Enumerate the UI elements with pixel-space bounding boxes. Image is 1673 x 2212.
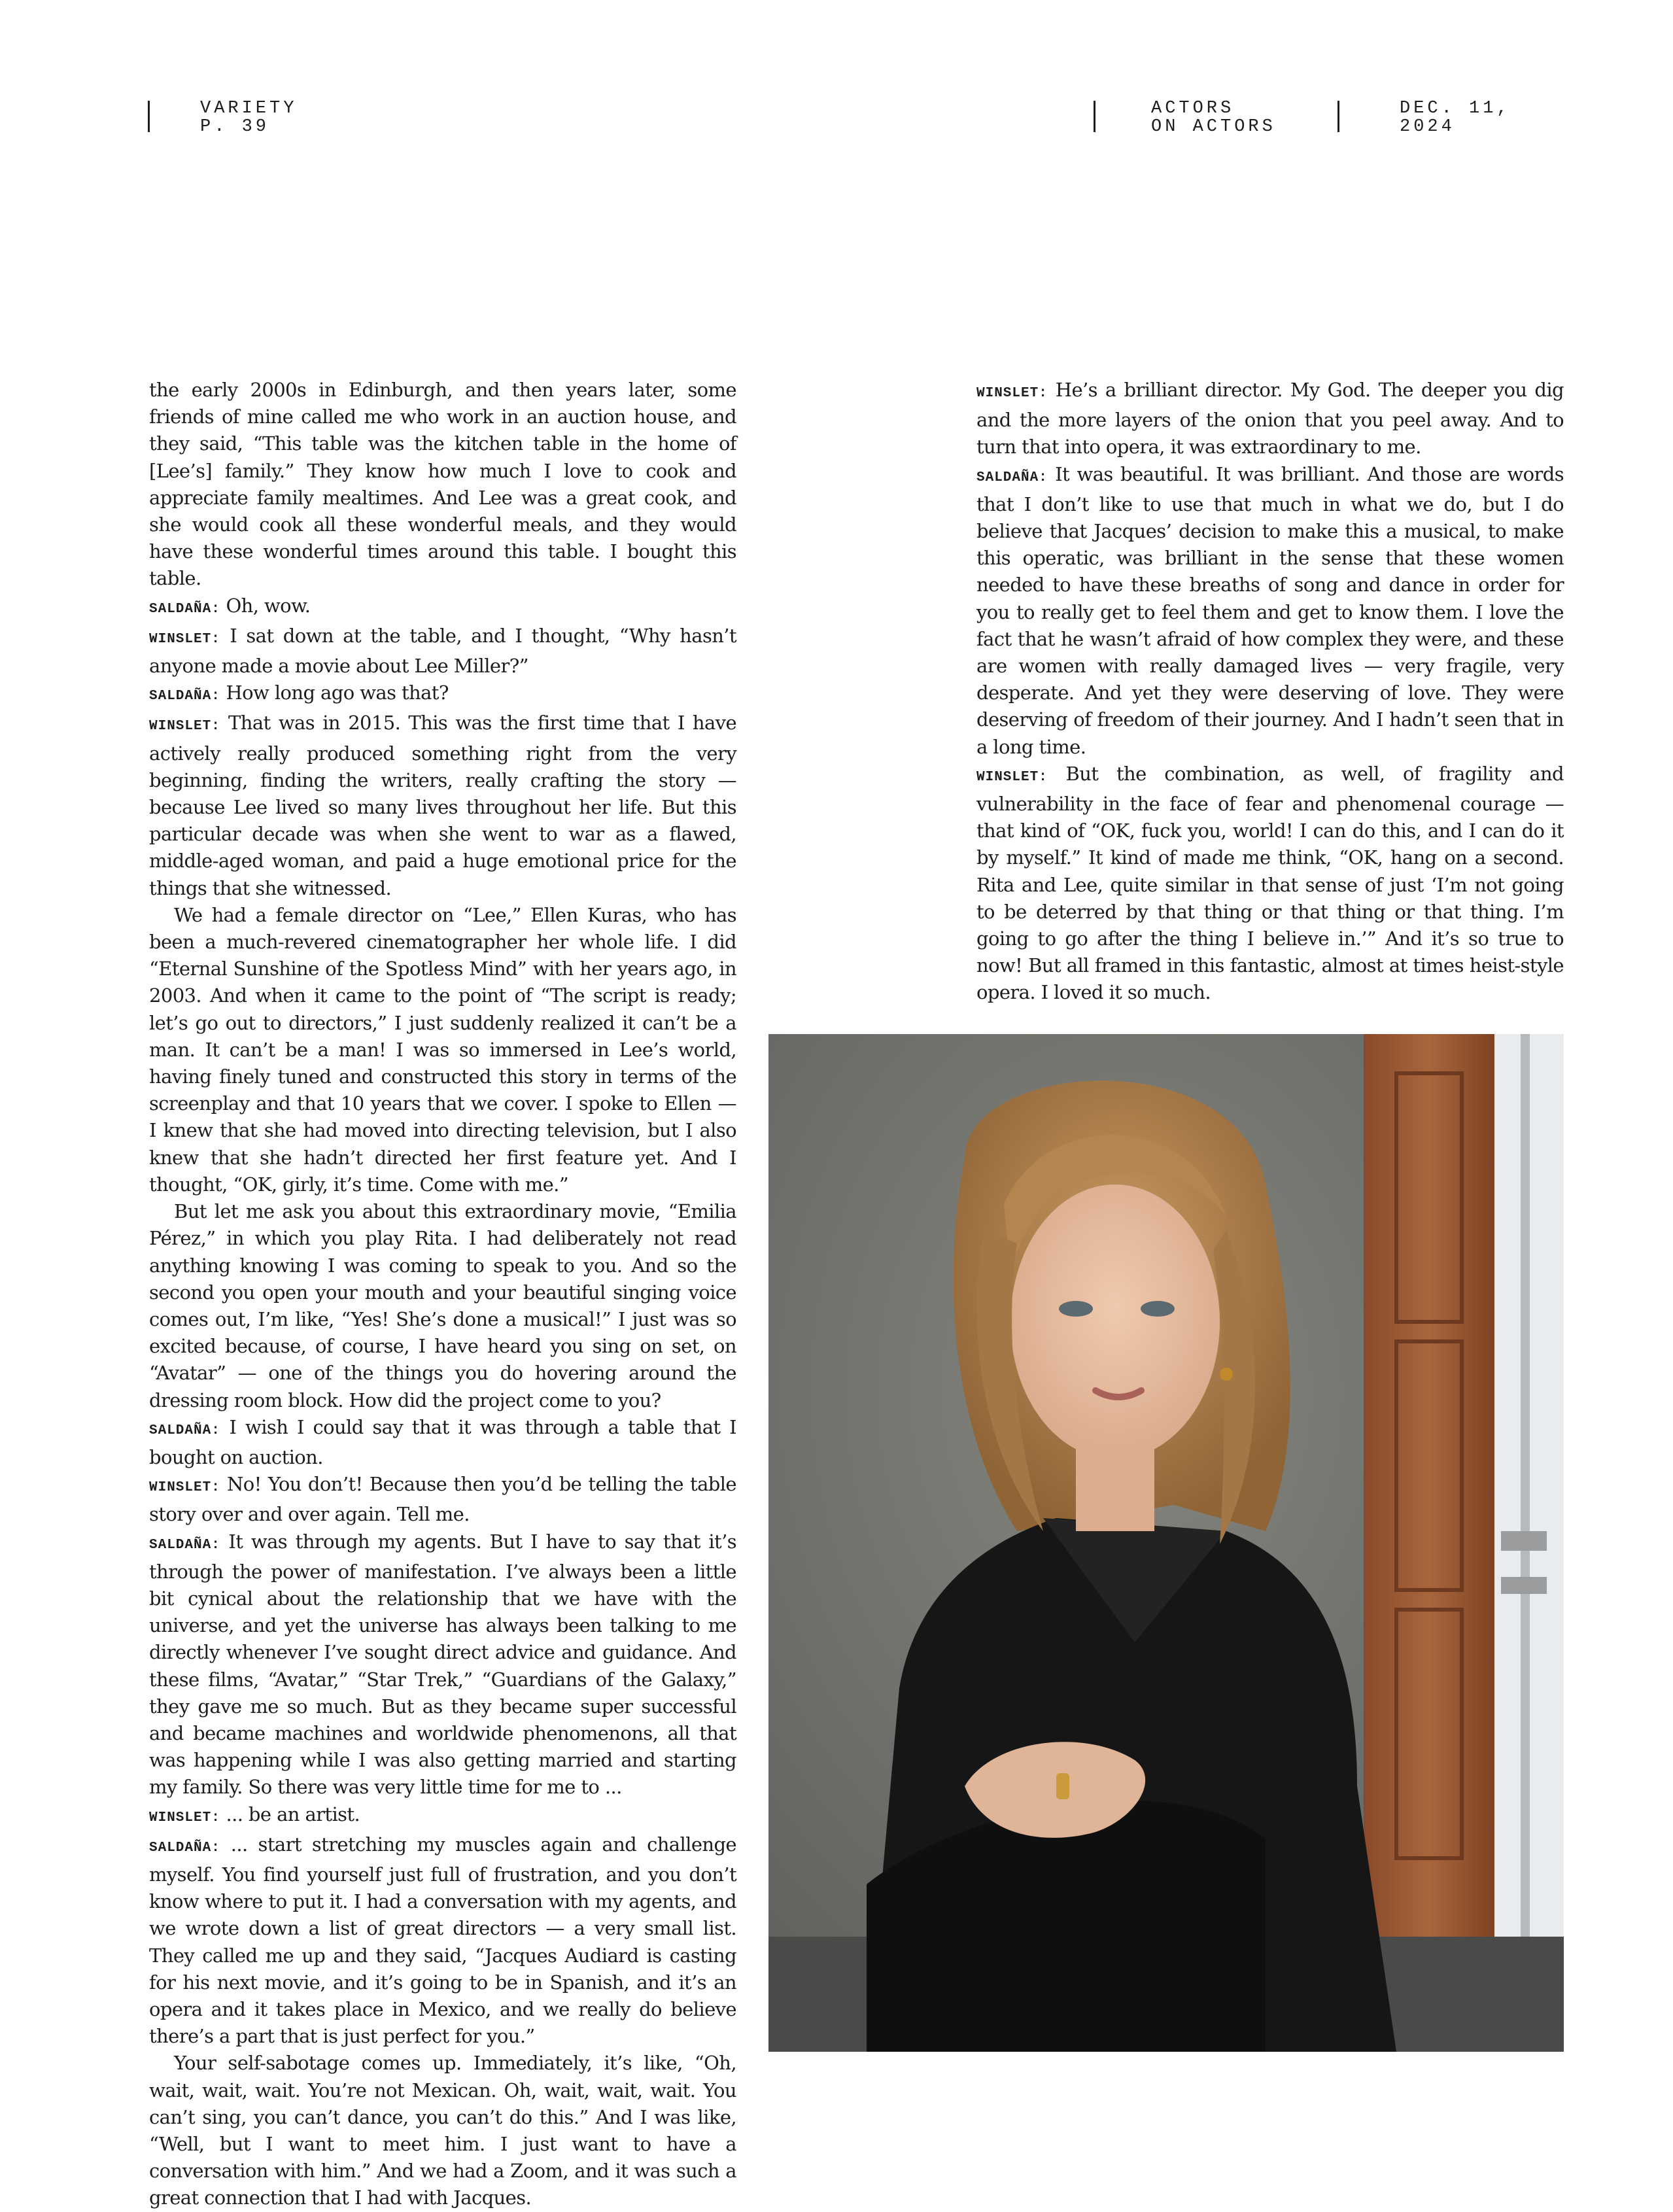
- paragraph-text: I sat down at the table, and I thought, “Why hasn’t anyone made a movie about Lee Miller?”: [149, 624, 736, 678]
- article-paragraph: [149, 377, 736, 593]
- paragraph-text: We had a female director on “Lee,” Ellen Kuras, who has been a much-revered cinematographer her whole life. I did “Eternal Sunshine of the Spotless Mind” with her years ago, in 2003. And when it came to the point of “The script is ready; let’s go out to directors,” I just suddenly realized it can’t be a man. It can’t be a man! I was so immersed in Lee’s world, having finely tuned and constructed this story in terms of the screenplay and that 10 years that we cover. I spoke to Ellen — I knew that she had moved into directing television, but I also knew that she hadn’t directed her first feature yet. And I thought, “OK, girly, it’s time. Come with me.”: [149, 903, 736, 1196]
- article-paragraph: [149, 902, 736, 1198]
- speaker-label: SALDAÑA:: [149, 1537, 220, 1553]
- article-paragraph: [976, 377, 1564, 461]
- speaker-label: WINSLET:: [976, 386, 1048, 401]
- article-paragraph: [149, 1471, 736, 1528]
- date-line-2: 2024: [1400, 117, 1455, 137]
- paragraph-text: ... start stretching my muscles again and challenge myself. You find yourself just full of frustration, and you don’t know where to put it. I had a conversation with my agents, and we wrote down a list of great directors — a very small list. They called me up and they said, “Jacques Audiard is casting for his next movie, and it’s going to be in Spanish, and it’s an opera and it takes place in Mexico, and we really do believe there’s a part that is just perfect for you.”: [149, 1833, 736, 2048]
- header-rule-left: [148, 101, 150, 132]
- speaker-label: SALDAÑA:: [149, 1840, 220, 1856]
- header-rule-date: [1337, 101, 1339, 132]
- portrait-photo: [768, 1034, 1564, 2052]
- paragraph-text: I wish I could say that it was through a table that I bought on auction.: [149, 1415, 736, 1468]
- paragraph-text: No! You don’t! Because then you’d be telling the table story over and over again. Tell me.: [149, 1473, 736, 1526]
- paragraph-text: It was beautiful. It was brilliant. And those are words that I don’t like to use that much in what we do, but I do believe that Jacques’ decision to make this a musical, to make this operatic, was brilliant in the sense that these women needed to have these breaths of song and dance in order for you to really get to feel them and get to know them. I love the fact that he wasn’t afraid of how complex they were, and these are women with really damaged lives — very fragile, very desperate. And yet they were deserving of love. They were deserving of freedom of their journey. And I hadn’t seen that in a long time.: [976, 462, 1564, 758]
- article-paragraph: [149, 710, 736, 901]
- speaker-label: WINSLET:: [149, 631, 220, 647]
- header-rule-section: [1094, 101, 1095, 132]
- section-title: [1151, 99, 1276, 136]
- speaker-label: SALDAÑA:: [149, 1423, 220, 1438]
- article-paragraph: [149, 2050, 736, 2211]
- section-line-2: ON ACTORS: [1151, 117, 1276, 137]
- issue-date: [1400, 99, 1511, 136]
- face: [1010, 1184, 1220, 1459]
- article-paragraph: [149, 1198, 736, 1414]
- article-paragraph: [149, 1529, 736, 1801]
- paragraph-text: It was through my agents. But I have to say that it’s through the power of manifestation. I’ve always been a little bit cynical about the relationship that we have with the universe, and yet the universe has always been talking to me directly whenever I’ve sought direct advice and guidance. And these films, “Avatar,” “Star Trek,” “Guardians of the Galaxy,” they gave me so much. But as they became super successful and became machines and worldwide phenomenons, all that was happening while I was also getting married and starting my family. So there was very little time for me to ...: [149, 1530, 736, 1799]
- speaker-label: WINSLET:: [149, 1480, 220, 1496]
- speaker-label: WINSLET:: [149, 1810, 220, 1825]
- article-paragraph: [149, 593, 736, 623]
- paragraph-text: How long ago was that?: [226, 682, 449, 704]
- paragraph-text: He’s a brilliant director. My God. The deeper you dig and the more layers of the onion that you peel away. And to turn that into opera, it was extraordinary to me.: [976, 379, 1564, 458]
- article-paragraph: [976, 761, 1564, 1007]
- article-column-right: [976, 377, 1564, 1007]
- article-column-left: [149, 377, 736, 2212]
- speaker-label: WINSLET:: [976, 769, 1048, 785]
- speaker-label: SALDAÑA:: [149, 601, 220, 617]
- speaker-label: WINSLET:: [149, 719, 220, 734]
- speaker-label: SALDAÑA:: [976, 470, 1048, 485]
- article-paragraph: [149, 1414, 736, 1471]
- paragraph-text: But let me ask you about this extraordinary movie, “Emilia Pérez,” in which you play Rita. I had deliberately not read anything knowing I was coming to speak to you. And so the second you open your mouth and your beautiful singing voice comes out, I’m like, “Yes! She’s done a musical!” I just was so excited because, of course, I have heard you sing on set, on “Avatar” — one of the things you do hovering around the dressing room block. How did the project come to you?: [149, 1200, 736, 1411]
- article-paragraph: [149, 1801, 736, 1831]
- publication-name: VARIETY: [200, 99, 298, 118]
- paragraph-text: Your self-sabotage comes up. Immediately, it’s like, “Oh, wait, wait, wait. You’re not Mexican. Oh, wait, wait, wait. You can’t sing, you can’t dance, you can’t do this.” And I was like, “Well, but I want to meet him. I just want to have a conversation with him.” And we had a Zoom, and it was such a great connection that I had with Jacques.: [149, 2052, 736, 2209]
- earring: [1220, 1368, 1233, 1381]
- article-paragraph: [149, 1831, 736, 2050]
- date-line-1: DEC. 11,: [1400, 99, 1511, 118]
- portrait-illustration: [768, 1034, 1564, 2052]
- page-number: P. 39: [200, 117, 270, 137]
- paragraph-text: But the combination, as well, of fragility and vulnerability in the face of fear and phenomenal courage — that kind of “OK, fuck you, world! I can do this, and I can do it by myself.” It kind of made me think, “OK, hang on a second. Rita and Lee, quite similar in that sense of just ‘I’m not going to be deterred by that thing or that thing or that thing. I’m going to go after the thing I believe in.’” And it’s so true to now! But all framed in this fantastic, almost at times heist-style opera. I loved it so much.: [976, 762, 1564, 1004]
- section-line-1: ACTORS: [1151, 99, 1235, 118]
- speaker-label: SALDAÑA:: [149, 689, 220, 704]
- paragraph-text: Oh, wow.: [226, 594, 311, 617]
- paragraph-text: the early 2000s in Edinburgh, and then years later, some friends of mine called me who work in an auction house, and they said, “This table was the kitchen table in the home of [Lee’s] family.” They know how much I love to cook and appreciate family mealtimes. And Lee was a great cook, and she would cook all these wonderful meals, and they would have these wonderful times around this table. I bought this table.: [149, 379, 736, 590]
- article-paragraph: [149, 623, 736, 680]
- paragraph-text: That was in 2015. This was the first time that I have actively really produced something right from the very beginning, finding the writers, really crafting the story — because Lee lived so many lives throughout her life. But this particular decade was when she went to war as a flawed, middle-aged woman, and paid a huge emotional price for the things that she witnessed.: [149, 712, 737, 899]
- paragraph-text: ... be an artist.: [226, 1803, 360, 1825]
- article-paragraph: [976, 461, 1564, 761]
- photo-door: [1364, 1034, 1494, 2052]
- article-paragraph: [149, 680, 736, 710]
- publication-info: [200, 99, 297, 136]
